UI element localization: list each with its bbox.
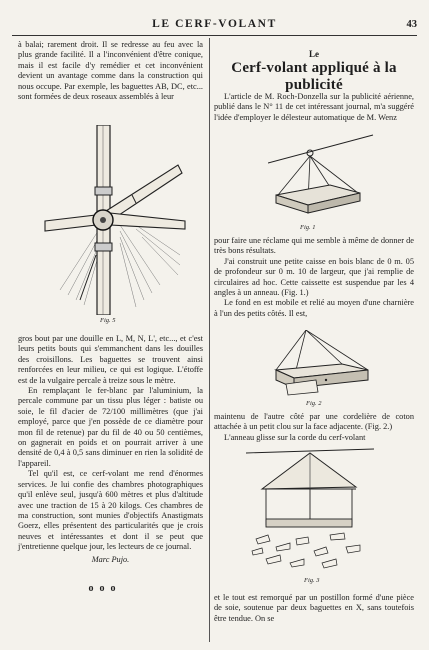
signature: Marc Pujo. [91, 555, 130, 564]
hanging-box-illustration [268, 133, 378, 221]
journal-title: LE CERF-VOLANT [152, 18, 277, 30]
right-paragraph-5: maintenu de l'autre côté par une cordelière de coton attachée à un petit clou sur la face adjacente. (Fig. 2.) [214, 412, 414, 432]
header-rule [12, 35, 417, 36]
article-kicker: Le [309, 49, 319, 59]
right-paragraph-6: L'anneau glisse sur la corde du cerf-volant [224, 432, 366, 442]
column-divider [209, 38, 210, 642]
section-ornament: ooo [88, 583, 122, 594]
left-column-top [18, 40, 203, 102]
fig1-caption: Fig. 1 [300, 224, 316, 231]
kite-frame-illustration [40, 125, 190, 315]
fig3-caption: Fig. 3 [304, 577, 320, 584]
left-paragraph-3: En remplaçant le fer-blanc par l'aluminium, la percale commune par un tissu plus léger : batiste ou soie, le fil d'acier de 72/100 millimètres (que j'ai employé, parce que j'en possède de ce diamètre pour mon fil de retenue) par du fil de 40 ou 50 centièmes, on gagnerait en poids et on pourrait arriver à une densité de 0,4 à 0,5 sans diminuer en rien la solidité de l'appareil. [18, 386, 203, 468]
right-paragraph-7: et le tout est remorqué par un postillon formé d'une pièce de soie, soutenue par deux baguettes en X, sans toutefois être tendue. On se [214, 593, 414, 623]
right-column-2 [214, 236, 414, 319]
article-title: Cerf-volant appliqué à la publicité [231, 60, 397, 93]
left-column-bottom [18, 334, 203, 553]
left-paragraph-4: Tel qu'il est, ce cerf-volant me rend d'énormes services. Je lui confie des chambres photographiques qu'il enlève seul, jusqu'à 600 mètres et plus d'altitude avec une traction de 15 à 20 kilogs. Ces chambres de ma construction, sont munies d'objectifs Anastigmats Goerz, elles présentent des particularités que je crois neuves et intéressantes et dont il se peut que j'entretienne quelque jour, les lecteurs de ce journal. [18, 469, 203, 552]
right-paragraph-2: pour faire une réclame qui me semble à même de donner de très bons résultats. [214, 236, 414, 256]
right-column-3 [214, 412, 414, 443]
right-column-1 [214, 92, 414, 123]
postillon-leaflets-illustration [246, 447, 376, 575]
left-paragraph-1: à balai; rarement droit. Il se redresse au feu avec la plus grande facilité. Il a l'inconvénient d'être conique, mais il est facile d'y remédier et cet inconvénient devient un avantage comme dans la construction qui nous occupe. Par exemple, les baguettes AB, DC, etc... sont formées de deux roseaux assemblés à leur [18, 40, 203, 102]
fig5-caption: Fig. 5 [100, 317, 116, 324]
left-paragraph-2: gros bout par une douille en L, M, N, L', etc..., et c'est leurs petits bouts qui s'emmanchent dans les douilles des croisillons. Les baguettes se trouvent ainsi renforcées en leur milieu, ce qui est logique. L'étoffe est de la vulgaire percale à treize sous le mètre. [18, 334, 203, 385]
right-paragraph-4: Le fond en est mobile et relié au moyen d'une charnière à l'un des petits côtés. Il est, [214, 298, 414, 318]
running-header [12, 18, 417, 34]
right-paragraph-1: L'article de M. Roch-Donzella sur la publicité aérienne, publié dans le N° 11 de cet intéressant journal, m'a suggéré l'idée d'employer le délesteur automatique de M. Wenz [214, 92, 414, 122]
open-box-illustration [264, 330, 384, 396]
right-column-4 [214, 593, 414, 624]
right-paragraph-3: J'ai construit une petite caisse en bois blanc de 0 m. 05 de profondeur sur 0 m. 10 de largeur, que j'ai remplie de circulaires ad hoc. Cette caissette est suspendue par les 4 angles à un anneau. (Fig. 1.) [214, 256, 414, 298]
page-number: 43 [406, 19, 417, 30]
fig2-caption: Fig. 2 [306, 400, 322, 407]
